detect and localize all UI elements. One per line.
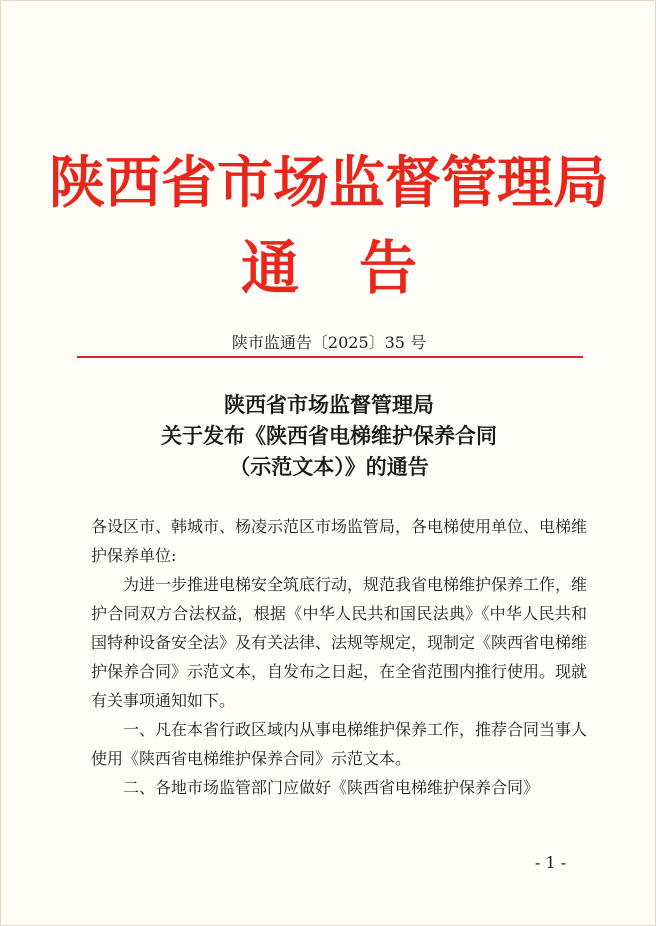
salutation: 各设区市、韩城市、杨凌示范区市场监管局，各电梯使用单位、电梯维护保养单位: <box>91 517 588 565</box>
red-divider <box>77 356 583 358</box>
paragraph: 为进一步推进电梯安全筑底行动，规范我省电梯维护保养工作，维护合同双方合法权益，根据《中华人民共和国民法典》《中华人民共和国特种设备安全法》及有关法律、法规等规定，现制定《陕西省电梯维护保养合同》示范文本，自发布之日起，在全省范围内推行使用。现就有关事项通知如下。 <box>91 575 588 710</box>
document-number: 陕市监通告〔2025〕35 号 <box>231 333 427 352</box>
title-line-3: （示范文本）》的通告 <box>229 454 429 479</box>
paragraph: 二、各地市场监管部门应做好《陕西省电梯维护保养合同》 <box>123 778 540 797</box>
title-line-1: 陕西省市场监督管理局 <box>224 392 434 417</box>
title-line-2: 关于发布《陕西省电梯维护保养合同 <box>161 423 497 448</box>
notice-title <box>1 389 656 482</box>
issuing-organization: 陕西省市场监督管理局 <box>49 150 609 216</box>
paragraph: 一、凡在本省行政区域内从事电梯维护保养工作，推荐合同当事人使用《陕西省电梯维护保养合同》示范文本。 <box>91 720 588 768</box>
page-number: - 1 - <box>535 853 567 872</box>
notice-body <box>91 512 587 802</box>
document-type: 通告 <box>240 234 477 302</box>
